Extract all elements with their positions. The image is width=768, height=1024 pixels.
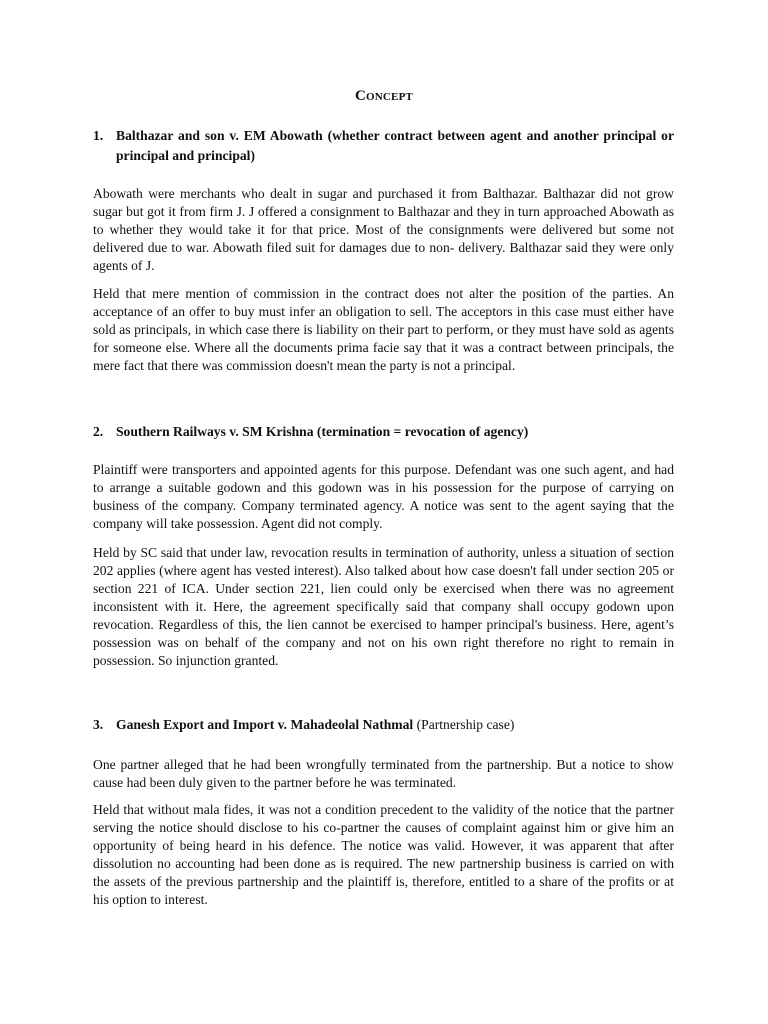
section-3-heading-note: (Partnership case) (416, 717, 515, 732)
section-3-paragraph-1: One partner alleged that he had been wrongfully terminated from the partnership. But a notice to show cause had been duly given to the partner before he was terminated. (93, 757, 674, 790)
section-1-heading (93, 126, 674, 166)
section-3-number: 3. (93, 717, 104, 732)
section-1-paragraph-2: Held that mere mention of commission in the contract does not alter the position of the parties. An acceptance of an offer to buy must infer an obligation to sell. The acceptors in this case must either have sold as principals, in which case there is liability on their part to perform, or they must have sold as agents for someone else. Where all the documents prima facie say that it was a contract between principals, the mere fact that there was commission doesn't mean the party is not a principal. (93, 286, 674, 373)
section-2-paragraph-2: Held by SC said that under law, revocation results in termination of authority, unless a situation of section 202 applies (where agent has vested interest). Also talked about how case doesn't fall under section 205 or section 221 of ICA. Under section 221, lien could only be exercised when there was no agreement inconsistent with it. Here, the agreement specifically said that company shall occupy godown upon revocation. Regardless of this, the lien cannot be exercised to hamper principal's business. Here, agent’s possession was on behalf of the company and not on his own right therefore no right to remain in possession. So injunction granted. (93, 545, 674, 668)
section-1-paragraph-1: Abowath were merchants who dealt in sugar and purchased it from Balthazar. Balthazar did not grow sugar but got it from firm J. J offered a consignment to Balthazar and they in turn approached Abowath as to whether they would take it for that price. Most of the consignments were delivered but some not delivered due to war. Abowath filed suit for damages due to non- delivery. Balthazar said they were only agents of J. (93, 186, 674, 273)
section-2-heading (93, 422, 674, 442)
section-2-paragraph-1: Plaintiff were transporters and appointed agents for this purpose. Defendant was one such agent, and had to arrange a suitable godown and this godown was in his possession for the purpose of carrying on business of the company. Company terminated agency. A notice was sent to the agent saying that the company will take possession. Agent did not comply. (93, 462, 674, 531)
section-3-heading (93, 715, 674, 735)
section-3-heading-text: Ganesh Export and Import v. Mahadeolal Nathmal (116, 717, 414, 732)
section-1-number: 1. (93, 128, 104, 143)
page-title: Concept (354, 88, 414, 104)
section-2-number: 2. (93, 424, 104, 439)
section-2-heading-text: Southern Railways v. SM Krishna (termination = revocation of agency) (116, 424, 529, 439)
section-1-heading-text: Balthazar and son v. EM Abowath (whether contract between agent and another principal or principal and principal) (116, 128, 674, 163)
section-3-paragraph-2: Held that without mala fides, it was not a condition precedent to the validity of the notice that the partner serving the notice should disclose to his co-partner the causes of complaint against him or give him an opportunity of being heard in his defence. The notice was valid. However, it was apparent that after dissolution no accounting had been done as is required. The new partnership business is carried on with the assets of the previous partnership and the plaintiff is, therefore, entitled to a share of the profits or at his option to interest. (93, 802, 674, 907)
